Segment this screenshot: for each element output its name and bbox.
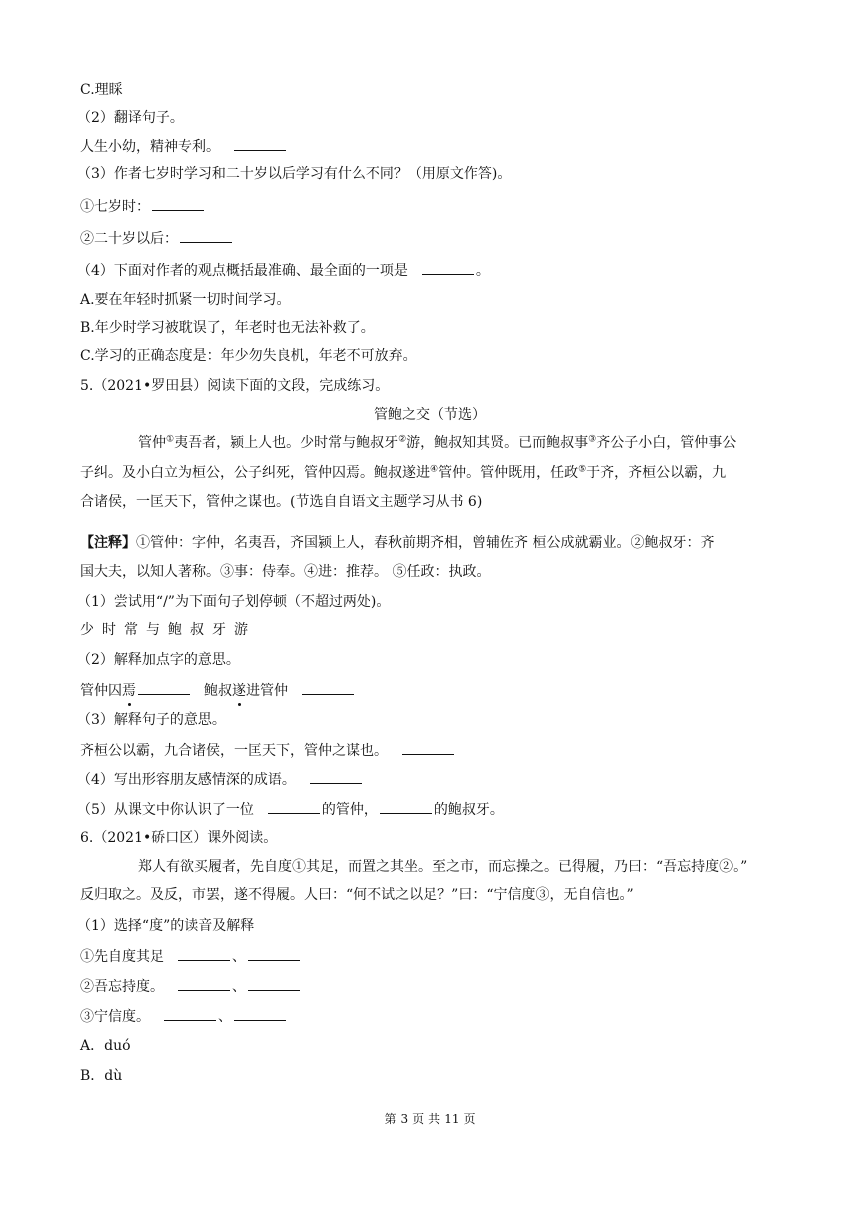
dotted-words-line [80,680,356,701]
sentence-char: 与 [146,622,160,638]
option-b-pinyin: B．dù [80,1068,123,1084]
option-c2-line: C.学习的正确态度是：年少勿失良机，年老不可放弃。 [80,348,417,364]
q4-text: （4）下面对作者的观点概括最准确、最全面的一项是 [77,263,408,279]
item-text: ①先自度其足 [80,949,164,965]
answer-blank [422,260,474,275]
answer-blank [152,196,204,211]
answer-blank [234,136,286,151]
separator: 、 [218,1009,232,1025]
answer-blank [164,1006,216,1021]
du-item-3 [80,1006,288,1027]
option-c-line: C.理睬 [80,82,123,98]
explain-sentence [80,740,456,761]
word-text: 鲍叔 [204,683,232,699]
sentence-char: 牙 [212,622,226,638]
passage-text: 游，鲍叔知其贤。已而鲍叔事 [406,435,589,451]
sentence-char: 鲍 [168,622,182,638]
item-text: ②吾忘持度。 [80,979,164,995]
footer-text: 共 [428,1112,441,1126]
option-a-line: A.要在年轻时抓紧一切时间学习。 [80,292,291,308]
question-5-heading: 5.（2021•罗田县）阅读下面的文段，完成练习。 [80,378,390,394]
footer-text: 第 [384,1112,397,1126]
page-number: 3 [400,1112,409,1126]
passage-text: 齐公子小白，管仲事公 [596,435,737,451]
sentence-char: 叔 [190,622,204,638]
sub-question-4 [77,769,364,790]
q3-heading: （3）作者七岁时学习和二十岁以后学习有什么不同？（用原文作答)。 [77,166,512,182]
option-b-line: B.年少时学习被耽误了，年老时也无法补救了。 [80,320,375,336]
total-pages: 11 [444,1112,460,1126]
sub-question-1: （1）尝试用“/”为下面句子划停顿（不超过两处)。 [77,594,391,610]
word-text: 进管仲 [246,683,288,699]
answer-blank [178,946,230,961]
option-a-pinyin: A．duó [80,1038,131,1054]
page-footer [0,1110,860,1127]
question-text: （4）写出形容朋友感情深的成语。 [77,772,296,788]
notes-line-1 [80,533,714,553]
footnote-marker: ⑤ [578,464,587,475]
item-text: ③宁信度。 [80,1009,150,1025]
separator: 、 [232,979,246,995]
age-seven-line [80,196,206,217]
passage-line-1 [138,433,736,453]
sentence-char: 常 [124,622,138,638]
answer-blank [302,680,354,695]
age-twenty-label: ②二十岁以后： [80,231,178,247]
answer-blank [248,946,300,961]
answer-blank [380,799,432,814]
passage-text: 管仲 [138,435,166,451]
passage-title: 管鲍之交（节选） [374,407,486,423]
answer-blank [402,740,454,755]
sentence-char: 时 [102,622,116,638]
du-item-2 [80,976,302,997]
notes-line-2: 国大夫，以知人著称。③事：侍奉。④进：推荐。 ⑤任政：执政。 [80,564,491,580]
answer-blank [248,976,300,991]
text-line-1: 郑人有欲买履者，先自度①其足，而置之其坐。至之市，而忘操之。已得履，乃曰：“吾忘持度②。” [138,859,748,875]
question-text: 的管仲， [321,802,378,818]
q2-heading: （2）翻译句子。 [77,110,184,126]
answer-blank [310,769,362,784]
footnote-marker: ② [398,434,407,445]
translate-text: 人生小幼，精神专利。 [80,139,220,155]
q4-heading [77,260,490,281]
answer-blank [178,976,230,991]
answer-blank [180,228,232,243]
passage-text: 夷吾者，颍上人也。少时常与鲍叔牙 [174,435,399,451]
answer-blank [234,1006,286,1021]
footer-text: 页 [463,1112,476,1126]
sub-question-3: （3）解释句子的意思。 [77,712,226,728]
passage-line-2 [80,463,726,483]
passage-text: 子纠。及小白立为桓公，公子纠死，管仲囚焉。鲍叔遂进 [80,465,430,481]
sentence-char: 游 [234,622,248,638]
age-seven-label: ①七岁时： [80,199,150,215]
passage-text: 于齐，齐桓公以霸，九 [586,465,727,481]
answer-blank [138,680,190,695]
sub-question-2: （2）解释加点字的意思。 [77,652,240,668]
answer-blank [268,799,320,814]
separator: 、 [232,949,246,965]
footnote-marker: ④ [430,464,439,475]
dotted-char: 焉 [122,683,136,699]
notes-label: 【注释】 [80,535,136,551]
pause-sentence [80,620,256,640]
dotted-char: 遂 [232,683,246,699]
text-line-2: 反归取之。及反，市罢，遂不得履。人曰：“何不试之以足？”曰：“宁信度③，无自信也。” [80,887,634,903]
du-item-1 [80,946,302,967]
translate-sentence [80,136,288,157]
footnote-marker: ① [166,434,175,445]
choose-pinyin-heading: （1）选择“度”的读音及解释 [77,918,255,934]
question-text: 的鲍叔牙。 [433,802,504,818]
q4-end: 。 [475,263,490,279]
footer-text: 页 [412,1112,425,1126]
sub-question-5 [77,799,504,820]
word-text: 管仲囚 [80,683,122,699]
question-6-heading: 6.（2021•硚口区）课外阅读。 [80,830,278,846]
question-text: （5）从课文中你认识了一位 [77,802,254,818]
footnote-marker: ③ [588,434,597,445]
sentence-text: 齐桓公以霸，九合诸侯，一匡天下，管仲之谋也。 [80,743,388,759]
sentence-char: 少 [80,622,94,638]
passage-text: 管仲。管仲既用，任政 [438,465,579,481]
passage-line-3: 合诸侯，一匡天下，管仲之谋也。(节选自自语文主题学习从书 6) [80,494,483,510]
age-twenty-line [80,228,234,249]
notes-text: ①管仲：字仲，名夷吾，齐国颍上人，春秋前期齐相，曾辅佐齐 桓公成就霸业。②鲍叔牙：齐 [136,535,715,551]
